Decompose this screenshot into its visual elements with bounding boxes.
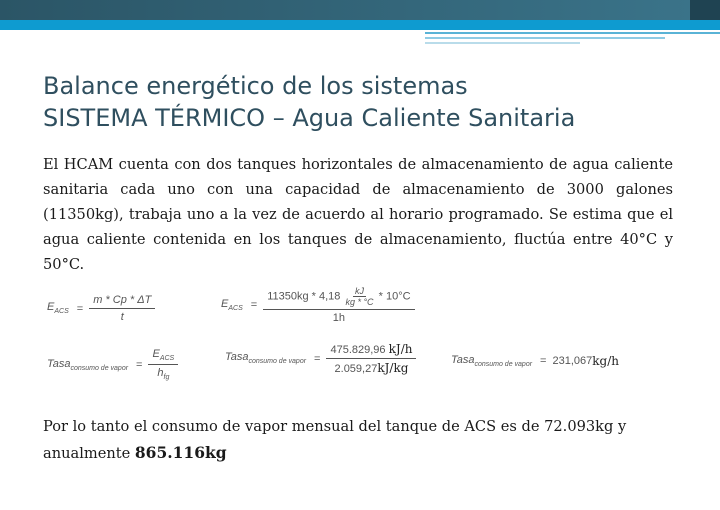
formula-unit-top: kJ	[355, 286, 364, 296]
formula-result-value: 231,067	[552, 355, 593, 368]
formula-equals: =	[540, 355, 547, 368]
formula-steam-rate-general	[47, 348, 178, 381]
formula-lhs: Tasa	[225, 351, 249, 364]
formula-lhs-sub: consumo de vapor	[474, 361, 533, 369]
formula-denominator: 1h	[332, 312, 345, 324]
formula-lhs: E	[47, 301, 55, 314]
formula-fraction	[148, 348, 178, 381]
formula-denominator: t	[120, 311, 124, 323]
conclusion-paragraph	[43, 414, 683, 467]
formula-lhs-sub: consumo de vapor	[248, 358, 307, 366]
decorative-line	[425, 42, 580, 44]
conclusion-highlight: 865.116kg	[134, 443, 227, 462]
formula-numerator: m * Cp * ΔT	[89, 294, 155, 309]
formula-energy-general	[47, 294, 155, 323]
formula-result-unit: kg/h	[592, 354, 619, 369]
header-band	[0, 0, 720, 20]
formula-lhs: E	[221, 297, 229, 310]
slide-title-line2: SISTEMA TÉRMICO – Agua Caliente Sanitaria	[43, 104, 576, 132]
formula-steam-rate-result	[451, 354, 619, 368]
formula-numerator: 475.829,96	[330, 344, 386, 356]
formula-lhs: Tasa	[47, 357, 71, 370]
decorative-line	[425, 32, 720, 34]
formula-fraction	[326, 342, 416, 375]
formula-numerator-part: 11350kg * 4,18	[267, 290, 341, 303]
header-band-corner	[690, 0, 720, 20]
formula-energy-values	[221, 286, 415, 324]
formula-equals: =	[76, 302, 84, 315]
formula-equals: =	[314, 352, 321, 365]
formula-unit-bottom: kg * °C	[345, 297, 374, 307]
formula-denominator-unit: kJ/kg	[377, 361, 409, 375]
formula-steam-rate-values	[225, 342, 416, 375]
formula-denominator: h	[157, 367, 164, 380]
formula-denominator-sub: fg	[163, 374, 170, 382]
formula-numerator: E	[152, 348, 160, 360]
header-band-accent	[0, 0, 690, 20]
formula-lhs-sub: consumo de vapor	[70, 364, 129, 372]
formula-equals: =	[250, 299, 258, 311]
header-stripe	[0, 20, 720, 30]
formula-lhs: Tasa	[451, 354, 475, 366]
formula-numerator-part: * 10°C	[378, 290, 411, 303]
formula-fraction	[263, 286, 414, 324]
formula-numerator-sub: ACS	[159, 355, 175, 363]
formula-lhs-sub: ACS	[54, 308, 69, 316]
slide-title-line1: Balance energético de los sistemas	[43, 72, 468, 100]
formula-equals: =	[136, 358, 143, 371]
slide-title	[43, 70, 693, 134]
body-paragraph: El HCAM cuenta con dos tanques horizontales de almacenamiento de agua caliente sanitaria cada uno con una capacidad de almacenamiento de 3000 galones (11350kg), trabaja uno a la vez de acuerdo al horario programado. Se estima que el agua caliente contenida en los tanques de almacenamiento, fluctúa entre 40°C y 50°C.	[43, 156, 673, 273]
formula-unit-fraction	[345, 286, 373, 307]
formula-block	[43, 280, 683, 390]
formula-numerator-unit: kJ/h	[388, 342, 413, 356]
formula-fraction	[89, 294, 155, 323]
formula-lhs-sub: ACS	[228, 305, 243, 313]
decorative-line	[425, 37, 665, 39]
formula-denominator: 2.059,27	[334, 363, 378, 375]
decorative-lines	[0, 32, 720, 46]
conclusion-text: Por lo tanto el consumo de vapor mensual del tanque de ACS es de 72.093kg y anualmente	[43, 418, 627, 462]
